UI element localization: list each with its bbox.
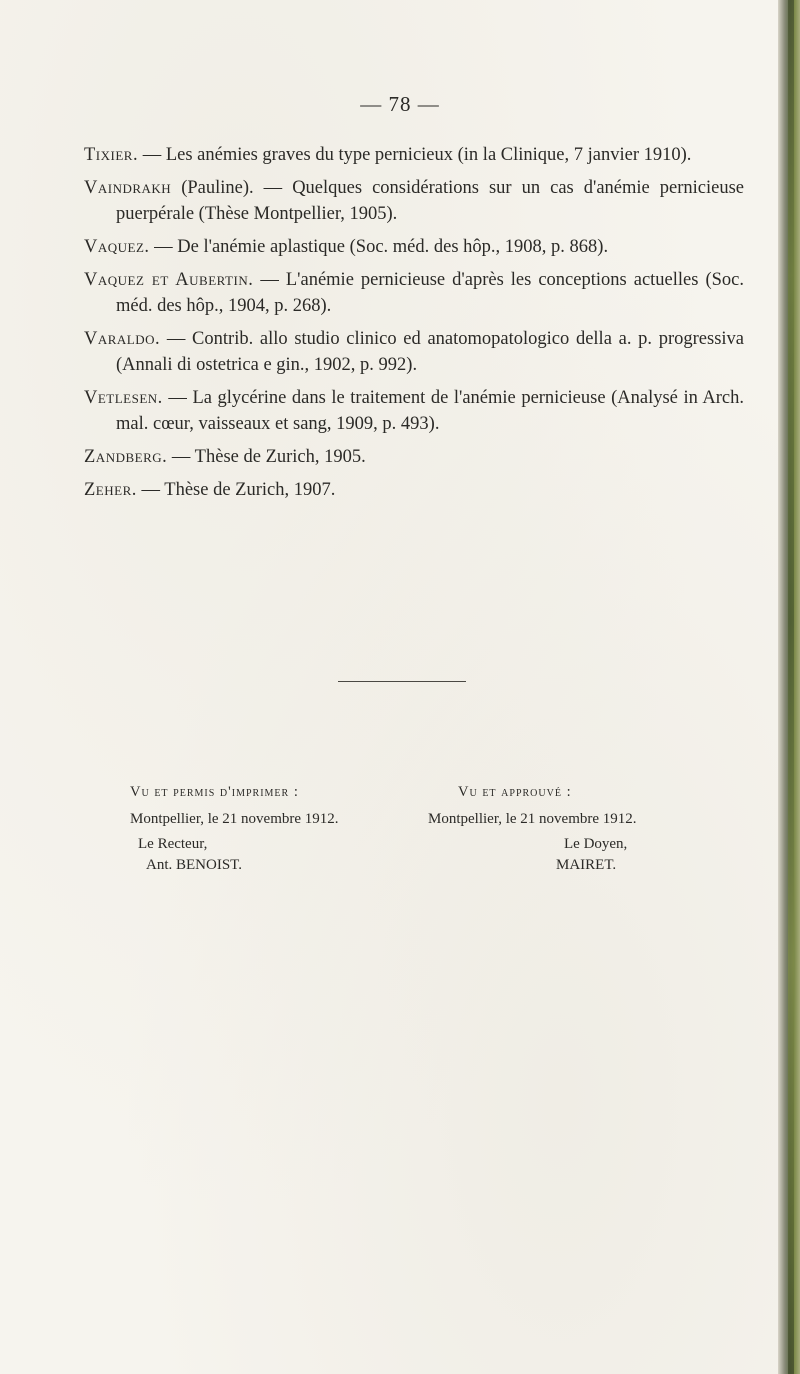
bibliography-entry xyxy=(84,142,744,168)
bibliography-entry xyxy=(84,444,744,470)
bibliography-entry xyxy=(84,326,744,378)
page-number: — 78 — xyxy=(360,92,440,116)
approval-place-date: Montpellier, le 21 novembre 1912. xyxy=(130,811,339,827)
bibliography-entry xyxy=(84,175,744,227)
entry-text: (Pauline). — Quelques considérations sur un cas d'anémie pernicieuse puerpérale (Thèse Montpellier, 1905). xyxy=(116,178,744,224)
entry-text: — L'anémie pernicieuse d'après les conceptions actuelles (Soc. méd. des hôp., 1904, p. 268). xyxy=(116,270,744,316)
approval-signatory: MAIRET. xyxy=(556,857,617,873)
book-spine-edge xyxy=(778,0,800,1374)
approval-heading: Vu et approuvé : xyxy=(458,784,572,800)
entry-text: — Contrib. allo studio clinico ed anatomopatologico della a. p. progressiva (Annali di ostetrica e gin., 1902, p. 992). xyxy=(116,329,744,375)
entry-text: — Les anémies graves du type pernicieux (in la Clinique, 7 janvier 1910). xyxy=(138,145,692,165)
rector-approval xyxy=(130,782,390,876)
entry-text: — La glycérine dans le traitement de l'anémie pernicieuse (Analysé in Arch. mal. cœur, vaisseaux et sang, 1909, p. 493). xyxy=(116,388,744,434)
bibliography-list xyxy=(84,142,744,510)
bibliography-entry xyxy=(84,234,744,260)
entry-text: — Thèse de Zurich, 1905. xyxy=(167,447,366,467)
entry-author: Vaquez et Aubertin. xyxy=(84,270,254,290)
entry-author: Zandberg. xyxy=(84,447,168,467)
entry-author: Zeher. xyxy=(84,480,137,500)
entry-author: Vetlesen. xyxy=(84,388,163,408)
bibliography-entry xyxy=(84,477,744,503)
approval-role: Le Doyen, xyxy=(564,836,628,852)
entry-author: Vaquez. xyxy=(84,237,150,257)
approval-heading: Vu et permis d'imprimer : xyxy=(130,784,299,800)
section-divider xyxy=(338,681,466,682)
spine-shadow xyxy=(788,0,794,1374)
dean-approval xyxy=(428,782,728,876)
entry-author: Tixier. xyxy=(84,145,139,165)
entry-author: Vaindrakh xyxy=(84,178,172,198)
entry-author: Varaldo. xyxy=(84,329,161,349)
approval-role: Le Recteur, xyxy=(138,836,208,852)
approval-place-date: Montpellier, le 21 novembre 1912. xyxy=(428,811,637,827)
bibliography-entry xyxy=(84,267,744,319)
approval-signatory: Ant. BENOIST. xyxy=(146,857,242,873)
bibliography-entry xyxy=(84,385,744,437)
entry-text: — Thèse de Zurich, 1907. xyxy=(136,480,336,500)
entry-text: — De l'anémie aplastique (Soc. méd. des hôp., 1908, p. 868). xyxy=(149,237,609,257)
